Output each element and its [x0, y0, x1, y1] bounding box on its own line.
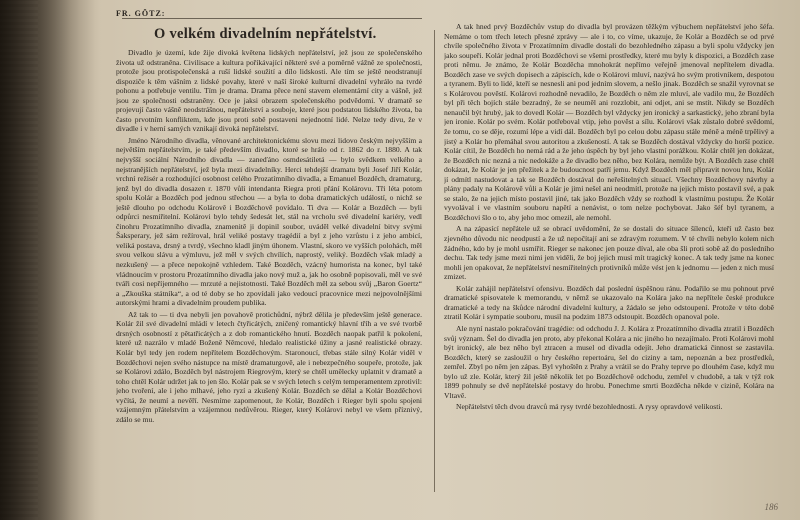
left-column — [116, 48, 422, 512]
paragraph: Divadlo je území, kde žije divoká květena lidských nepřátelství, jež jsou ze společenského života už odstraněna. Civilisace a kultura poříkávající některé své a poměrně vážně ze společnosti, protože jsou protispolečenská a ruší lidské soužití a dílo lidskosti. Ale tím se ještě neodstranují dispoziče k těm vášním z lidské povahy, které v naší široké kulturní divadelní vyhrálo na tvrdé pohonu a potřebuje ventilu. Tím je drama. Drama přece není stavem elementární city a vášně, jež jsou ze společnosti odstraněny. Oce je jaksi obrazem společenského podvědomí. V dramatě se projevují často vášně neodstrášnou, nepřátelství a souboje, které jsou podstatou lidského života, ba často prvotním konfliktem, kde jsou proti sobě postaveni nejednotní lidé. Nelze tedy divu, že v divadle i v herní samých vznikají divoká nepřátelství. — [116, 48, 422, 134]
paragraph: A na zápasící nepřátele už se obrací uvědomění, že se dostali do situace šílenců, kteří už často bez zjevného důvodu nic neodpustí a že už nepočítají ani se zdravým rozumem. V té chvíli nebylo kolem nich žádného, kdo by je mohl usmířit. Rieger se nakonec jen pouze díval, ale oba šli proti sobě až do posledního dechu. Tak tedy jsme mezi nimi jen viděli, že boj jejich musí mít tragický konec. A tak tedy jsme na konec mohli jen opakovat, že nepřátelství nesmířitelných protivníků může vést jen k jednomu — jeden z nich musí zmizet. — [444, 224, 774, 282]
header-rule — [122, 18, 422, 19]
paragraph: Jméno Národního divadla, věnované architektonickému slovu mezi lidovo českým nejvyšším a největším nepřátelstvím, je také především divadlo, ktoré se hrálo od r. 1862 do r. 1880. A tak nejvyšší sociální Národního divadla — zaneďáno osmdesátiletá — bylo svědkem velkého a nejstranějších nepřátelství, jež byla mezi divadelníky. Herci tehdejší dramatu byli Josef Jiří Kolár, vrchní režisér a rozhodující osobnost celého Prozatímního divadla, a Emanuel Bozděch, dramaturg, jenž byl do divadla dosazen r. 1870 vůlí intendanta Riegra proti přání Kolárovu. Tři léta potom spolu Kolár a Bozděch pod jednou střechou — a byla to doba dramatických událostí, o nichž se ještě dlouho po odchodu Kolárově i Bozděchově povídalo. Ti dva — Kolár a Bozděch — byli odpůrci nesmiřitelní. Kolárovi bylo tehdy šedesát let, stál na vrcholu své divadelní kariéry, vedl činohru Prozatímního divadla, znamenitě ji dopinil soubor, uváděl velké divadelní bitvy svými Šaksperary, jež sám režíroval, hrál veliké postavy tragédií a byl z jeho vzrůstu i z jeho ambicí, veliká postava, drsný a tvrdý, všechno kladl jiným úhonem. Vlastní, skoro ve vyšších polohách, měl svou velkou slávu a výmluvu, jež měl v svých chvílích, naprostý, veliký. Bozděch však mladý a nezkušený — a přece nepokojně vzhledem. Také Bozděch, vzácný humorista na konec, byl také vládnoucím v prostoru Prozatímního divadla jako nový muž a, jak ho osobně popisovali, měl ve své tváři cosi nepříjemného — mrzuté a nejistotnosti. Také Bozděch měl za sebou svůj „Baron Goertz“ a „Zkouška státníka“, a od té doby se ho zpovídali jako vedoucí pracovnice mezi nejpovolnějšími autorskými hrami a divadelním proudem publika. — [116, 135, 422, 308]
paragraph: Nepřátelství těch dvou dravců má rysy tvrdé bezohlednosti. A rysy opravdové velikosti. — [456, 402, 723, 412]
article-title: O velkém divadelním nepřátelství. — [154, 26, 377, 42]
author-runner: FR. GÖTZ: — [116, 9, 166, 18]
page — [100, 0, 800, 520]
right-column — [444, 22, 774, 502]
paragraph: Až tak to — ti dva nebyli jen povahově protichůdní, nýbrž dělila je především ještě generace. Kolár žil své divadelní mládí v letech čtyřicátých, zničený romantický hlavní tříh a ve své tvorbě drsných osobností z pětatřicátých a z dob romantického hnutí. Bozděch naopak patřil k pokolení, které už nazrálo v mladé Boženě Němcové, hledalo realistické úžiny a jasné realistické obrazy. Kolár byl tedy jen rodem nepřítelem Bozděchovým. Staronoucí, třebas stále silný Kolár viděl v Bozděchovi nejen svého nástupce na místě dramaturgově, ale i nebezpečného soupeře, protože, jak se Kolárovi zdálo, Bozděch byl nástrojem Riegrovým, který se chtěl umělecky uplatnit v dramatě a toho chtěl Kolár udržet jak to jen šlo. Kolár pak se v svých letech s celým temperamentem zprotivil: jeho tvoření, ale i jeho mlhavé, jeho ryzí a zkušený Kolár. Bozděch se dělal a Kolár Bozděchovi vyčítá, že neumí a nevěří. Nesmíme zapomenout, že Kolár, Bozděch i Rieger byli spolu spojeni vzájemným přátelstvím a vzájemnou nedůvěrou. Rieger, který Kolárovi nebyl ve všem příznivý, zdálo se mu. — [116, 309, 422, 424]
paragraph: A tak hned prvý Bozděchův vstup do divadla byl provázen těžkým výbuchem nepřátelství jeho šéfa. Nemáme o tom třech letech přesné zprávy — ale i to, co víme, ukazuje, že Kolár a Bozděch se od prvé chvíle společného života v Prozatímním divadle dostali do bezohledného zápasu a byli spolu vždycky jen jako soupeři. Kolár jednal proti Bozděchovi se všemi prostředky, které mu byly k dispozici, a Bozděch zase proti němu. Je známo, že Kolár Bozděcha mnohokrát nepřímo veřejně jmenoval nepřítelem divadla. Bozděch zase ve svých dopisech a zápiscích, kde o Kolárovi mluví, nazývá ho svým protivníkem, despotou a tyranem. Byli to lidé, kteří se nesnesli ani pod jedním slovem, a nešlo jinak. Bozděch se snažil vyrovnat se s Kolárovou pověstí. Kolárovi rozhodně nevadilo, že Bozděch o něm zle mluví, ale vadilo mu, že Bozděch byl při těch bojích stále bezradný, že se neuměl ani rozzlobit, ani odjet, ani se mstít. Nikdy se Bozděch nenaučil být hrubý, jak to dovedl Kolár — Bozděch byl vždycky jen ironický a sarkastický, jeho zbraní byla jen ironie. Kolár po svém. Kolár potřeboval vtip, jeho pověst a sílu. Kolárovi však zůstalo dobré svědomí, že tomu, co se děje, rozumí lépe a vidí dál. Bozděch byl po celou dobu zápasu stále méně a méně trpělivý a jistý a Kolár ho přemáhal svou autoritou a zkušeností. A tak se Bozděch dostával vždycky do horší pozice. Kolár cítil, že Bozděch ho nemá rád a že jeho úspěch by byl jeho vlastní porážkou. Kolár chtěl jen dokázat, že Bozděch nic nezná a nic nedokáže a že divadlo bez něho, bez Kolára, nemůže být. A Bozděch zase chtěl dokázat, že Kolár je jen přežitek a že budoucnost patří jemu. Když Bozděch měl připravit novou hru, Kolár jí odmítl nastudovat a tak se Bozděch dostával do neřešitelných situací. Všechny Bozděchovy návrhy a plány padaly na Kolárově vůli a Kolár je jimi nešel ani neodmítl, protože na jejich místo postavil své, a pak se stalo, že na jejich místo postavil jiné, tak jako Bozděch vždy se rozhodl k vlastnímu postupu. Že Kolár vyvolával i ve vlastním souboru napětí a nenávist, o tom nelze pochybovat. Jako šéf byl tyranem, a Bozděchovi šlo o to, aby jeho moc omezil, ale nemohl. — [444, 22, 774, 222]
paragraph: Ale nyní nastalo pokračování tragédie: od odchodu J. J. Kolára z Prozatímního divadla ztratil i Bozděch svůj význam. Šel do divadla jen proto, aby překonal Kolára a nic jiného ho nezajímalo. Proti Kolárovi mohl být ironický, ale bez něho byl ztracen a musel od divadla odejít. Jeho dramatická činnost se zastavila. Bozděch, který se zasloužil o hry českého repertoáru, šel do ciziny a tam, nepoznán a bez prostředků, zemřel. Zbyl po něm jen zápas. Byl vyhoštěn z Prahy a vrátil se do Prahy teprve po dlouhém čase, když mu bylo už zle. Kolár, který žil ještě několik let po Bozděchově odchodu, zemřel v chudobě, a tak v týž rok 1899 pohnuly se dvě nepřátelské postavy do hrobu. Ponechme smrti Bozděcha někde v cizině, Kolára na Vltavě. — [444, 323, 774, 400]
page-number: 186 — [764, 502, 778, 512]
column-divider — [434, 30, 435, 492]
book-gutter-shadow — [0, 0, 100, 520]
paragraph: Kolár zahájil nepřátelství ofensivu. Bozděch dal poslední úspěšnou ránu. Podařilo se mu pohnout prvé dramatické spisovatele k memorandu, v němž se ukazovalo na Kolára jako na nepřítele české produkce dramatické a tedy na škůdce národní divadelní kultury, a žádalo se jeho odstoupení. Protože v této době ztratil Kolár i sympatie souboru, musil na podzim 1873 odstoupit. Bozděch opanoval pole. — [444, 283, 774, 322]
